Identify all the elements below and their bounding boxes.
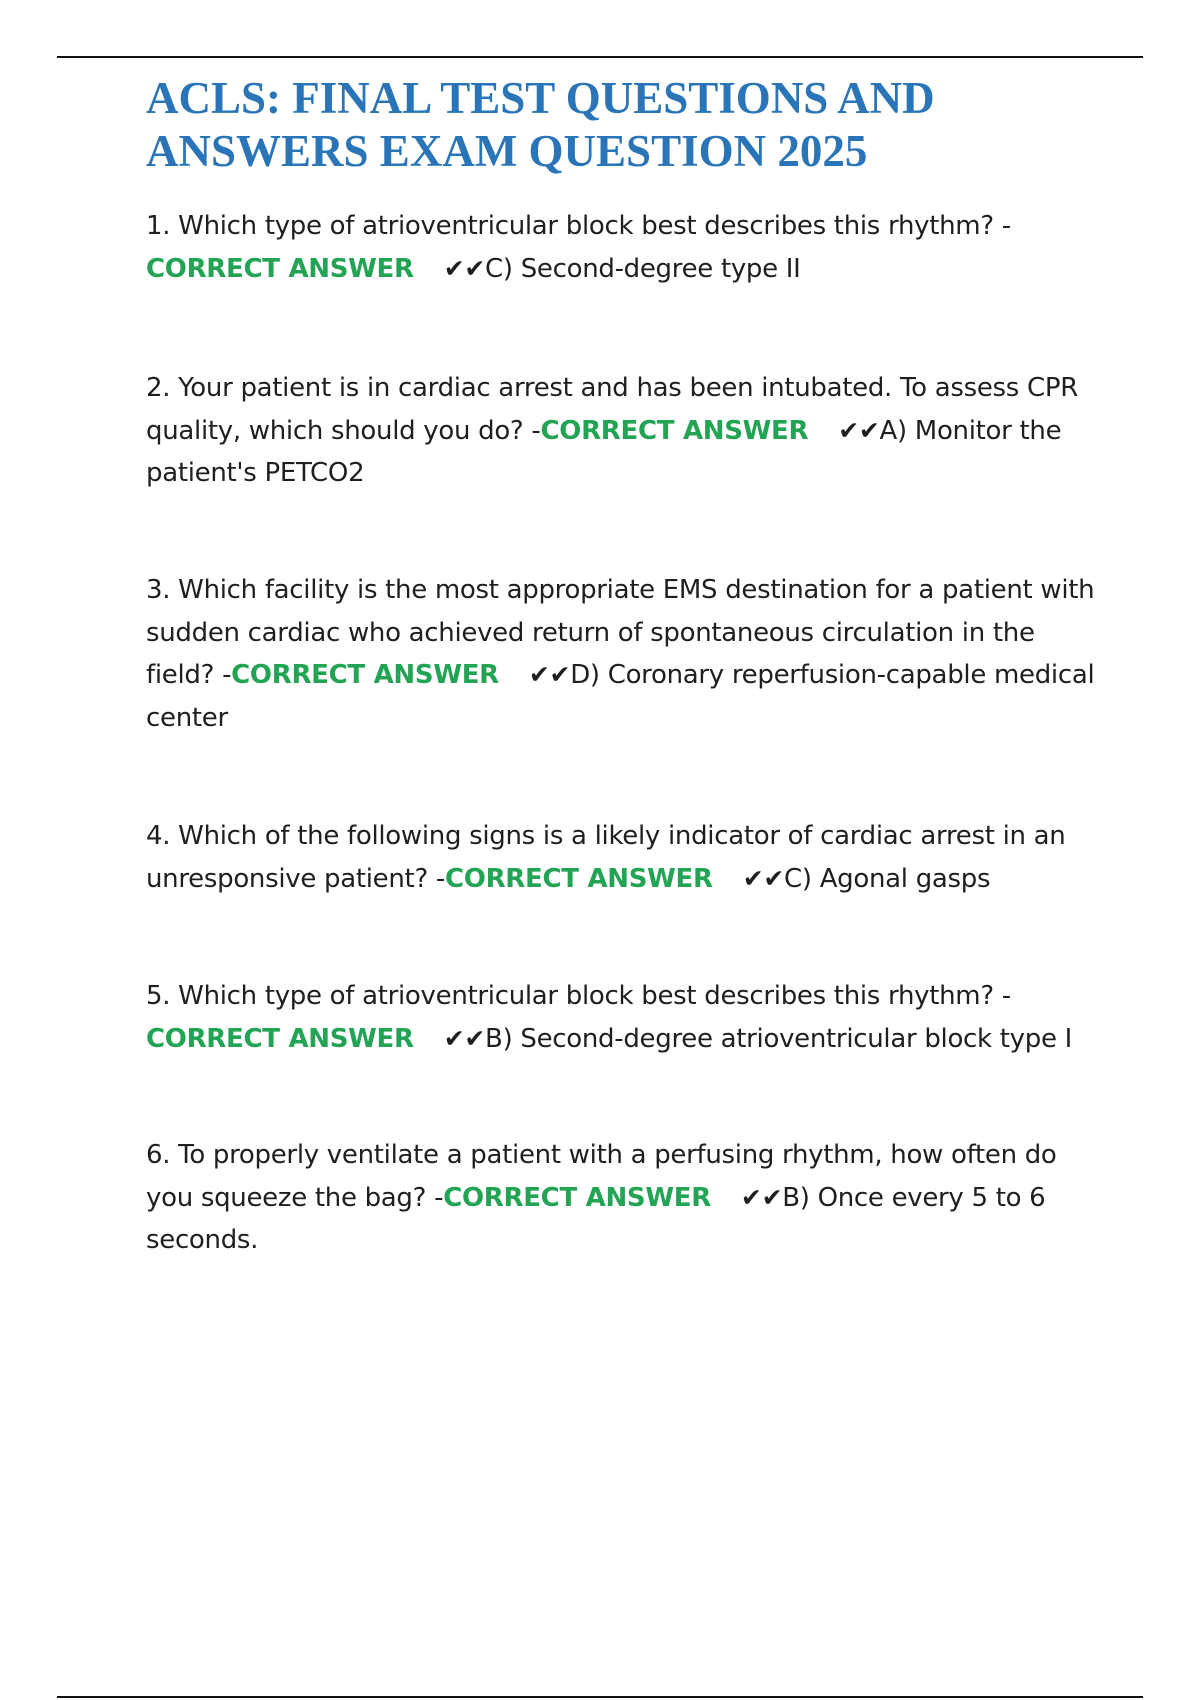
question-1: [146, 205, 1106, 290]
bottom-rule: [57, 1696, 1143, 1698]
answer-text: B) Once every 5 to 6 seconds.: [146, 1182, 1046, 1255]
answer-text: C) Agonal gasps: [784, 863, 991, 894]
question-4: [146, 815, 1106, 900]
correct-answer-label: CORRECT ANSWER: [146, 1023, 414, 1054]
question-text: 1. Which type of atrioventricular block best describes this rhythm? -: [146, 211, 1011, 241]
answer-text: D) Coronary reperfusion-capable medical center: [146, 660, 1095, 733]
answer-text: B) Second-degree atrioventricular block type I: [485, 1023, 1072, 1054]
correct-answer-label: CORRECT ANSWER: [146, 253, 414, 284]
question-text: 5. Which type of atrioventricular block best describes this rhythm? -: [146, 981, 1011, 1011]
question-text: 4. Which of the following signs is a likely indicator of cardiac arrest in an unresponsive patient? -: [146, 821, 1066, 894]
question-text: 2. Your patient is in cardiac arrest and has been intubated. To assess CPR quality, which should you do? -: [146, 373, 1078, 446]
double-check-icon: ✔✔: [740, 1182, 783, 1212]
question-text: 6. To properly ventilate a patient with a perfusing rhythm, how often do you squeeze the bag? -: [146, 1140, 1057, 1213]
top-rule: [57, 56, 1143, 58]
question-5: [146, 975, 1106, 1060]
correct-answer-label: CORRECT ANSWER: [445, 863, 713, 894]
correct-answer-label: CORRECT ANSWER: [540, 415, 809, 446]
question-6: [146, 1134, 1106, 1262]
answer-text: A) Monitor the patient's PETCO2: [146, 415, 1062, 488]
answer-text: C) Second-degree type II: [485, 253, 801, 284]
double-check-icon: ✔✔: [528, 660, 571, 689]
question-2: [146, 367, 1106, 495]
question-text: 3. Which facility is the most appropriate EMS destination for a patient with sudden cardiac who achieved return of spontaneous circulation in the field? -: [146, 575, 1095, 690]
question-3: [146, 569, 1106, 739]
title-line-1: ACLS: FINAL TEST QUESTIONS AND: [146, 73, 935, 123]
double-check-icon: ✔✔: [443, 253, 486, 283]
double-check-icon: ✔✔: [443, 1023, 486, 1053]
title-line-2: ANSWERS EXAM QUESTION 2025: [146, 126, 868, 176]
double-check-icon: ✔✔: [838, 415, 880, 445]
document-title: [146, 72, 1146, 178]
double-check-icon: ✔✔: [742, 863, 785, 893]
correct-answer-label: CORRECT ANSWER: [231, 660, 499, 690]
correct-answer-label: CORRECT ANSWER: [443, 1182, 711, 1213]
